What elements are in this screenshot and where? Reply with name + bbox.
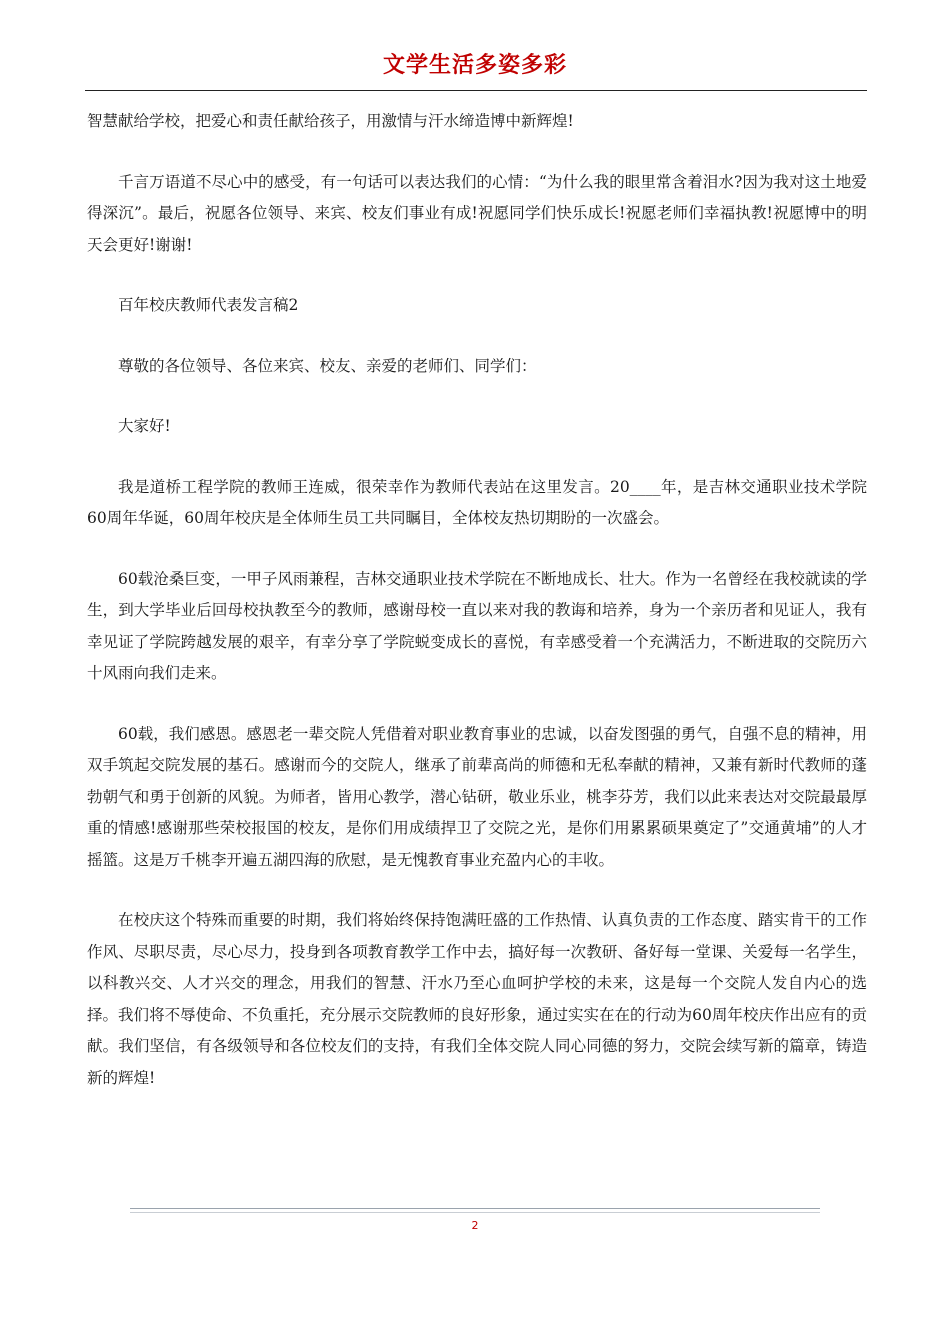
paragraph-commitment: 在校庆这个特殊而重要的时期，我们将始终保持饱满旺盛的工作热情、认真负责的工作态度、踏实肯干的工作作风、尽职尽责，尽心尽力，投身到各项教育教学工作中去，搞好每一次教研、备好每一堂课、关爱每一名学生，以科教兴交、人才兴交的理念，用我们的智慧、汗水乃至心血呵护学校的未来，这是每一个交院人发自内心的选择。我们将不辱使命、不负重托，充分展示交院教师的良好形象，通过实实在在的行动为60周年校庆作出应有的贡献。我们坚信，有各级领导和各位校友们的支持，有我们全体交院人同心同德的努力，交院会续写新的篇章，铸造新的辉煌! <box>87 911 867 1087</box>
paragraph-history: 60载沧桑巨变，一甲子风雨兼程，吉林交通职业技术学院在不断地成长、壮大。作为一名曾经在我校就读的学生，到大学毕业后回母校执教至今的教师，感谢母校一直以来对我的教诲和培养，身为一个亲历者和见证人，我有幸见证了学院跨越发展的艰辛，有幸分享了学院蜕变成长的喜悦，有幸感受着一个充满活力，不断进取的交院历六十风雨向我们走来。 <box>87 569 867 682</box>
page-number: 2 <box>471 1219 479 1232</box>
paragraph-closing: 千言万语道不尽心中的感受，有一句话可以表达我们的心情：“为什么我的眼里常含着泪水?因为我对这土地爱得深沉”。最后，祝愿各位领导、来宾、校友们事业有成!祝愿同学们快乐成长!祝愿老师们幸福执教!祝愿博中的明天会更好!谢谢! <box>87 172 867 254</box>
document-body <box>87 106 867 1123</box>
paragraph-greeting: 大家好! <box>118 417 171 435</box>
paragraph-salutation: 尊敬的各位领导、各位来宾、校友、亲爱的老师们、同学们： <box>118 356 537 375</box>
section-heading: 百年校庆教师代表发言稿2 <box>118 296 299 314</box>
header-divider <box>85 90 867 91</box>
paragraph-continuation: 智慧献给学校，把爱心和责任献给孩子，用激情与汗水缔造博中新辉煌! <box>87 112 574 130</box>
page-header-title: 文学生活多姿多彩 <box>382 53 567 78</box>
paragraph-introduction: 我是道桥工程学院的教师王连威，很荣幸作为教师代表站在这里发言。20____年，是吉林交通职业技术学院60周年华诞，60周年校庆是全体师生员工共同瞩目，全体校友热切期盼的一次盛会。 <box>87 477 867 527</box>
footer-divider <box>130 1208 820 1213</box>
paragraph-gratitude: 60载，我们感恩。感恩老一辈交院人凭借着对职业教育事业的忠诚，以奋发图强的勇气，自强不息的精神，用双手筑起交院发展的基石。感谢而今的交院人，继承了前辈高尚的师德和无私奉献的精神，又兼有新时代教师的蓬勃朝气和勇于创新的风貌。为师者，皆用心教学，潜心钻研，敬业乐业，桃李芬芳，我们以此来表达对交院最最厚重的情感!感谢那些荣校报国的校友，是你们用成绩捍卫了交院之光，是你们用累累硕果奠定了”交通黄埔”的人才摇篮。这是万千桃李开遍五湖四海的欣慰，是无愧教育事业充盈内心的丰收。 <box>87 724 867 869</box>
